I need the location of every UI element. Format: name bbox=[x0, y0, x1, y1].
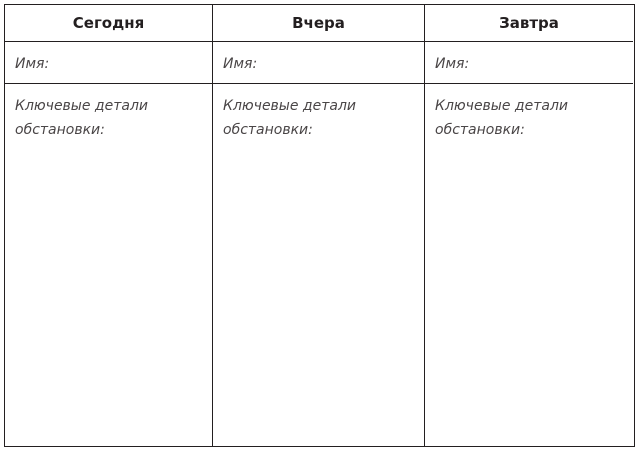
details-field-tomorrow[interactable] bbox=[425, 84, 633, 446]
column-header-tomorrow bbox=[425, 5, 633, 42]
name-label: Имя: bbox=[223, 56, 258, 72]
column-header-yesterday bbox=[213, 5, 425, 42]
column-header-label: Сегодня bbox=[72, 14, 145, 32]
details-field-today[interactable] bbox=[5, 84, 213, 446]
details-label-line1: Ключевые детали bbox=[435, 98, 568, 114]
worksheet-table bbox=[4, 4, 635, 447]
name-field-yesterday[interactable] bbox=[213, 42, 425, 84]
name-label: Имя: bbox=[435, 56, 470, 72]
column-header-today bbox=[5, 5, 213, 42]
table-grid bbox=[5, 5, 634, 446]
name-field-tomorrow[interactable] bbox=[425, 42, 633, 84]
details-label-line2: обстановки: bbox=[223, 122, 313, 138]
details-label-line2: обстановки: bbox=[15, 122, 105, 138]
details-field-yesterday[interactable] bbox=[213, 84, 425, 446]
column-header-label: Завтра bbox=[499, 14, 559, 32]
name-label: Имя: bbox=[15, 56, 50, 72]
details-label-line1: Ключевые детали bbox=[15, 98, 148, 114]
details-label-line2: обстановки: bbox=[435, 122, 525, 138]
name-field-today[interactable] bbox=[5, 42, 213, 84]
column-header-label: Вчера bbox=[292, 14, 345, 32]
details-label-line1: Ключевые детали bbox=[223, 98, 356, 114]
